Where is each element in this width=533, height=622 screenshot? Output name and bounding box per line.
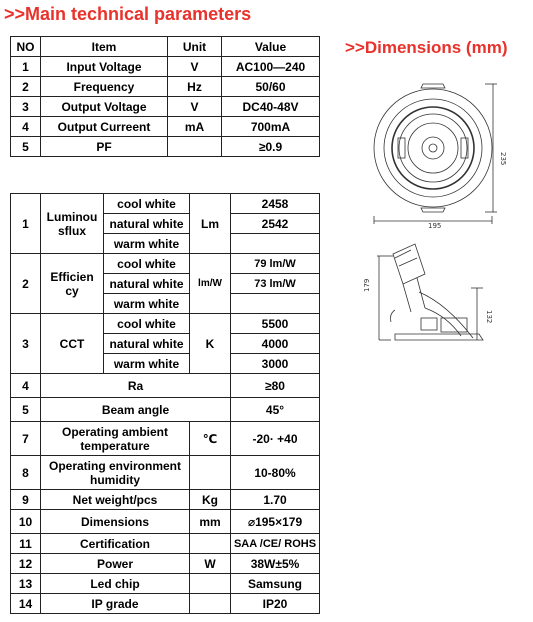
cell-no: 14 — [11, 594, 41, 614]
header-no: NO — [11, 37, 41, 57]
table-row — [11, 534, 320, 554]
cell-item: Certification — [41, 534, 190, 554]
cell-value: 38W±5% — [231, 554, 320, 574]
top-view-height-label: 235 — [499, 152, 507, 166]
dimensions-heading: >>Dimensions (mm) — [345, 38, 508, 57]
cell-item: Led chip — [41, 574, 190, 594]
cell-unit — [190, 594, 231, 614]
cell-unit: lm/W — [190, 254, 231, 314]
cell-no: 7 — [11, 422, 41, 456]
cell-unit — [190, 456, 231, 490]
table-row — [11, 194, 320, 214]
cell-no: 1 — [11, 194, 41, 254]
header-item: Item — [41, 37, 168, 57]
cell-value: 2542 — [231, 214, 320, 234]
detailed-parameters-table — [10, 193, 320, 614]
top-view-drawing — [374, 84, 497, 224]
table-row — [11, 254, 320, 274]
cell-no: 11 — [11, 534, 41, 554]
side-view-drawing — [377, 244, 483, 340]
cell-value: 79 lm/W — [231, 254, 320, 274]
cell-value: DC40-48V — [222, 97, 320, 117]
cell-value: 700mA — [222, 117, 320, 137]
cell-no: 5 — [11, 398, 41, 422]
cell-unit — [190, 534, 231, 554]
cell-item: Ra — [41, 374, 231, 398]
cell-no: 4 — [11, 117, 41, 137]
main-parameters-table — [10, 36, 320, 157]
cell-no: 10 — [11, 510, 41, 534]
cell-value: -20· +40 — [231, 422, 320, 456]
cell-sub: natural white — [104, 334, 190, 354]
cell-no: 4 — [11, 374, 41, 398]
table-row — [11, 137, 320, 157]
cell-item: Dimensions — [41, 510, 190, 534]
cell-sub: warm white — [104, 294, 190, 314]
side-view-height-label: 179 — [363, 278, 371, 292]
cell-value: ≥80 — [231, 374, 320, 398]
cell-unit: ℃ — [190, 422, 231, 456]
cell-unit: K — [190, 314, 231, 374]
table-row — [11, 422, 320, 456]
table-row — [11, 398, 320, 422]
table-row — [11, 594, 320, 614]
cell-value: 1.70 — [231, 490, 320, 510]
cell-item: Operating ambient temperature — [41, 422, 190, 456]
table-row — [11, 117, 320, 137]
cell-value — [231, 234, 320, 254]
cell-unit: V — [168, 97, 222, 117]
cell-unit — [190, 574, 231, 594]
cell-value: 50/60 — [222, 77, 320, 97]
cell-item: Output Voltage — [41, 97, 168, 117]
cell-item: Beam angle — [41, 398, 231, 422]
cell-no: 2 — [11, 77, 41, 97]
dimension-drawings — [355, 78, 525, 358]
cell-value: ≥0.9 — [222, 137, 320, 157]
table-header-row — [11, 37, 320, 57]
cell-value: 3000 — [231, 354, 320, 374]
cell-value: 45° — [231, 398, 320, 422]
header-value: Value — [222, 37, 320, 57]
table-row — [11, 554, 320, 574]
table-row — [11, 456, 320, 490]
cell-sub: cool white — [104, 254, 190, 274]
cell-unit: mA — [168, 117, 222, 137]
cell-unit: W — [190, 554, 231, 574]
table-row — [11, 314, 320, 334]
cell-sub: warm white — [104, 234, 190, 254]
cell-sub: cool white — [104, 194, 190, 214]
cell-item: Output Curreent — [41, 117, 168, 137]
side-view-depth-label: 132 — [485, 310, 493, 324]
cell-no: 3 — [11, 314, 41, 374]
cell-item: Efficien cy — [41, 254, 104, 314]
cell-item: PF — [41, 137, 168, 157]
header-unit: Unit — [168, 37, 222, 57]
cell-unit: mm — [190, 510, 231, 534]
main-parameters-heading: >>Main technical parameters — [4, 4, 252, 24]
cell-no: 12 — [11, 554, 41, 574]
cell-item: Luminou sflux — [41, 194, 104, 254]
cell-no: 8 — [11, 456, 41, 490]
cell-value: 4000 — [231, 334, 320, 354]
cell-unit: Hz — [168, 77, 222, 97]
cell-item: CCT — [41, 314, 104, 374]
cell-unit: Lm — [190, 194, 231, 254]
cell-value — [231, 294, 320, 314]
cell-sub: natural white — [104, 214, 190, 234]
cell-sub: natural white — [104, 274, 190, 294]
cell-value: 5500 — [231, 314, 320, 334]
cell-sub: warm white — [104, 354, 190, 374]
cell-no: 5 — [11, 137, 41, 157]
table-row — [11, 77, 320, 97]
cell-sub: cool white — [104, 314, 190, 334]
cell-unit: Kg — [190, 490, 231, 510]
cell-item: Frequency — [41, 77, 168, 97]
cell-value: Samsung — [231, 574, 320, 594]
cell-unit — [168, 137, 222, 157]
cell-item: Input Voltage — [41, 57, 168, 77]
table-row — [11, 97, 320, 117]
cell-no: 9 — [11, 490, 41, 510]
cell-no: 3 — [11, 97, 41, 117]
cell-no: 13 — [11, 574, 41, 594]
cell-value: AC100—240 — [222, 57, 320, 77]
cell-item: Power — [41, 554, 190, 574]
table-row — [11, 57, 320, 77]
cell-no: 2 — [11, 254, 41, 314]
cell-value: 73 lm/W — [231, 274, 320, 294]
top-view-width-label: 195 — [428, 222, 442, 230]
cell-item: IP grade — [41, 594, 190, 614]
cell-no: 1 — [11, 57, 41, 77]
cell-unit: V — [168, 57, 222, 77]
table-row — [11, 574, 320, 594]
table-row — [11, 374, 320, 398]
cell-value: IP20 — [231, 594, 320, 614]
cell-value: 2458 — [231, 194, 320, 214]
cell-value: ⌀195×179 — [231, 510, 320, 534]
cell-item: Operating environment humidity — [41, 456, 190, 490]
cell-value: SAA /CE/ ROHS — [231, 534, 320, 554]
table-row — [11, 490, 320, 510]
cell-value: 10-80% — [231, 456, 320, 490]
cell-item: Net weight/pcs — [41, 490, 190, 510]
table-row — [11, 510, 320, 534]
